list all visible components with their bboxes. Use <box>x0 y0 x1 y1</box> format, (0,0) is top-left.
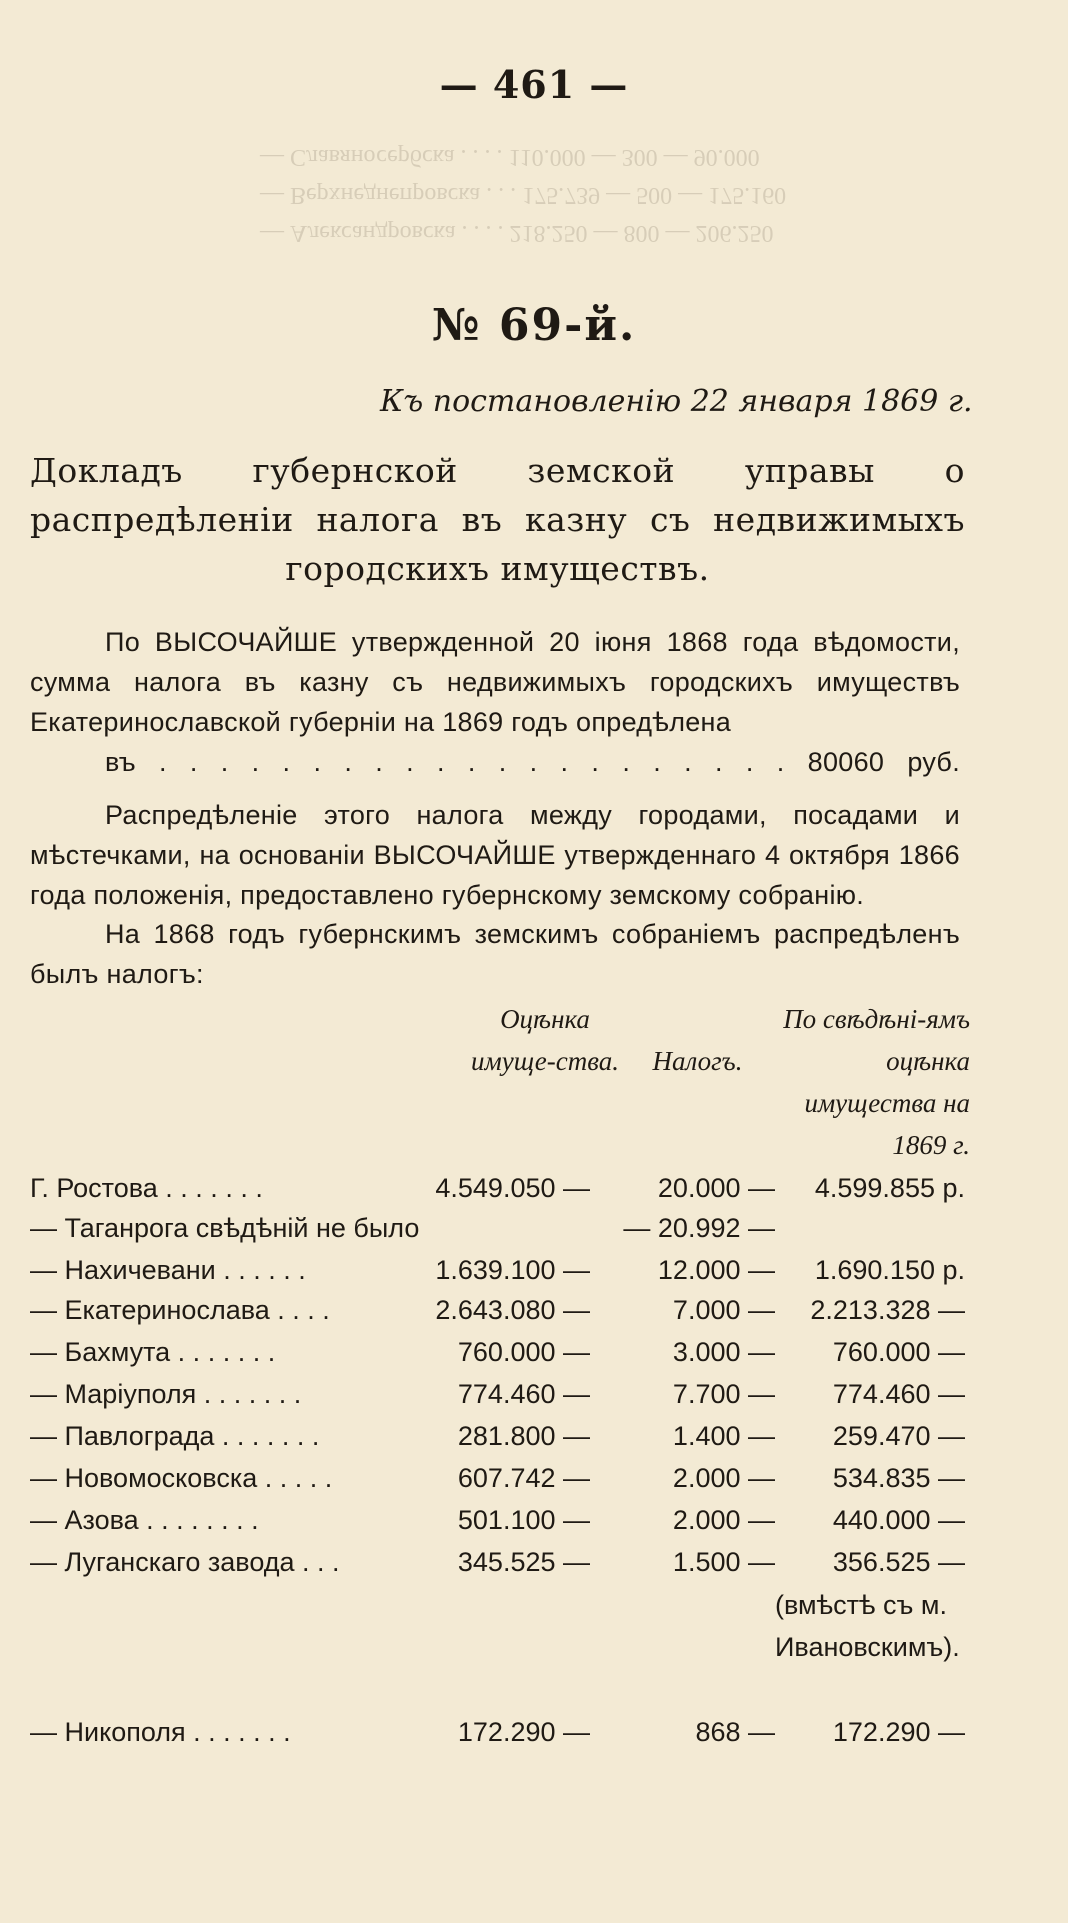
valuation-cell: 1.639.100 — <box>435 1255 590 1285</box>
valuation-cell: 607.742 — <box>457 1463 590 1493</box>
town-name: — Азова . . . . . . . . <box>30 1505 259 1535</box>
table-row <box>30 1500 965 1540</box>
town-name: — Маріуполя . . . . . . . <box>30 1379 302 1409</box>
valuation-1869-cell: 534.835 — <box>832 1463 965 1493</box>
tax-cell: 2.000 — <box>672 1463 775 1493</box>
document-title: Докладъ губернской земской управы о распредѣленіи налога въ казну съ недвижимыхъ городскихъ имуществъ. <box>30 451 965 588</box>
valuation-1869-cell: 760.000 — <box>832 1337 965 1367</box>
table-row <box>30 1250 965 1290</box>
lugansk-note: (вмѣстѣ съ м. Ивановскимъ). <box>775 1590 960 1662</box>
header-tax: Налогъ. <box>652 1046 743 1076</box>
table-row <box>30 1542 965 1582</box>
bleed-through-text <box>260 138 980 252</box>
table-row <box>30 1712 965 1752</box>
town-name: — Таганрога свѣдѣній не было <box>30 1213 420 1243</box>
valuation-cell: 4.549.050 — <box>435 1173 590 1203</box>
tax-cell: 20.000 — <box>657 1173 775 1203</box>
tax-cell: — 20.992 — <box>623 1213 775 1243</box>
paragraph-3: На 1868 годъ губернскимъ земскимъ собраніемъ распредѣленъ былъ налогъ: <box>30 919 960 989</box>
town-name: — Екатеринослава . . . . <box>30 1295 330 1325</box>
table-row <box>30 1458 965 1498</box>
tax-cell: 3.000 — <box>672 1337 775 1367</box>
valuation-cell: 345.525 — <box>457 1547 590 1577</box>
tax-cell: 868 — <box>695 1717 775 1747</box>
paragraph-2: Распредѣленіе этого налога между городами, посадами и мѣстечками, на основаніи ВЫСОЧАЙШЕ утвержденнаго 4 октября 1866 года положенія, предоставлено губернскому земскому собранію. <box>30 800 960 910</box>
page-number: — 461 — <box>439 62 629 107</box>
town-name: — Нахичевани . . . . . . <box>30 1255 306 1285</box>
valuation-cell: 281.800 — <box>457 1421 590 1451</box>
valuation-cell: 501.100 — <box>457 1505 590 1535</box>
valuation-1869-cell: 172.290 — <box>832 1717 965 1747</box>
header-valuation-1869: По свѣдѣні-ямъ оцѣнка имущества на 1869 г. <box>783 1004 970 1160</box>
valuation-1869-cell: 2.213.328 — <box>810 1295 965 1325</box>
town-name: Г. Ростова . . . . . . . <box>30 1173 263 1203</box>
town-name: — Павлограда . . . . . . . <box>30 1421 320 1451</box>
table-row <box>30 1374 965 1414</box>
table-row <box>30 1168 965 1208</box>
paragraph-1-total: въ . . . . . . . . . . . . . . . . . . . . . 80060 руб. <box>105 747 960 777</box>
valuation-1869-cell: 774.460 — <box>832 1379 965 1409</box>
town-name: — Новомосковска . . . . . <box>30 1463 333 1493</box>
tax-cell: 12.000 — <box>657 1255 775 1285</box>
tax-cell: 7.000 — <box>672 1295 775 1325</box>
paragraph-1-text: По ВЫСОЧАЙШЕ утвержденной 20 іюня 1868 года вѣдомости, сумма налога въ казну съ недвижимыхъ городскихъ имуществъ Екатеринославской губерніи на 1869 годъ опредѣлена <box>30 627 960 737</box>
table-row <box>30 1416 965 1456</box>
valuation-1869-cell: 356.525 — <box>832 1547 965 1577</box>
header-valuation: Оцѣнка имуще-ства. <box>470 1004 619 1076</box>
tax-cell: 1.500 — <box>672 1547 775 1577</box>
valuation-1869-cell: 440.000 — <box>832 1505 965 1535</box>
town-name: — Бахмута . . . . . . . <box>30 1337 276 1367</box>
bleed-line: — Александровска . . . . 218.250 — 800 — 206.250 <box>260 220 774 246</box>
subtitle: Къ постановленію 22 января 1869 г. <box>380 384 973 419</box>
bleed-line: — Славяносербска . . . . 110.000 — 300 — 90.000 <box>260 144 760 170</box>
tax-cell: 1.400 — <box>672 1421 775 1451</box>
bleed-line: — Верхнеднепровска . . . 175.739 — 500 — 175.160 <box>260 182 787 208</box>
town-name: — Никополя . . . . . . . <box>30 1717 291 1747</box>
document-number: № 69-й. <box>431 300 637 351</box>
town-name: — Луганскаго завода . . . <box>30 1547 340 1577</box>
table-row <box>30 1290 965 1330</box>
valuation-cell: 172.290 — <box>457 1717 590 1747</box>
valuation-cell: 774.460 — <box>457 1379 590 1409</box>
table-row <box>30 1208 965 1248</box>
paragraph-1 <box>30 622 960 782</box>
tax-cell: 2.000 — <box>672 1505 775 1535</box>
valuation-cell: 2.643.080 — <box>435 1295 590 1325</box>
valuation-1869-cell: 1.690.150 р. <box>814 1255 965 1285</box>
tax-cell: 7.700 — <box>672 1379 775 1409</box>
table-row <box>30 1332 965 1372</box>
valuation-1869-cell: 259.470 — <box>832 1421 965 1451</box>
valuation-cell: 760.000 — <box>457 1337 590 1367</box>
valuation-1869-cell: 4.599.855 р. <box>814 1173 965 1203</box>
